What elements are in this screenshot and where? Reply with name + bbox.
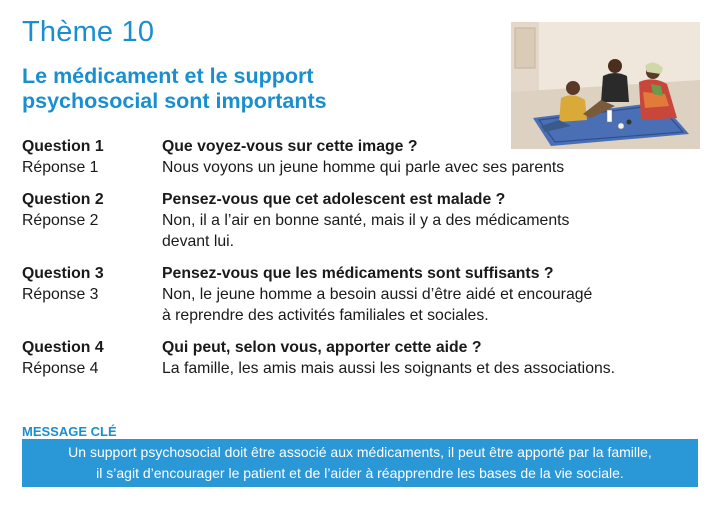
question-text: Qui peut, selon vous, apporter cette aide ?	[162, 339, 482, 356]
qa-block-4	[22, 337, 662, 379]
answer-row	[22, 210, 662, 252]
question-label: Question 1	[22, 138, 104, 155]
answer-label: Réponse 1	[22, 159, 99, 176]
answer-line: Non, il a l’air en bonne santé, mais il y a des médicaments	[162, 212, 570, 229]
question-text: Pensez-vous que cet adolescent est malade ?	[162, 191, 506, 208]
answer-text	[162, 358, 662, 379]
question-text: Que voyez-vous sur cette image ?	[162, 138, 418, 155]
answer-label: Réponse 3	[22, 286, 99, 303]
question-answer-list	[22, 136, 662, 390]
answer-line: Nous voyons un jeune homme qui parle avec ses parents	[162, 159, 565, 176]
key-message-line-2: il s’agit d’encourager le patient et de l’aider à réapprendre les bases de la vie sociale.	[96, 465, 624, 481]
qa-block-1	[22, 136, 662, 178]
answer-line: Non, le jeune homme a besoin aussi d’être aidé et encouragé	[162, 286, 593, 303]
family-consultation-illustration	[511, 22, 700, 149]
key-message-label: MESSAGE CLÉ	[22, 424, 117, 439]
qa-block-3	[22, 263, 662, 326]
answer-row	[22, 358, 662, 379]
qa-block-2	[22, 189, 662, 252]
question-label: Question 3	[22, 265, 104, 282]
question-row	[22, 136, 662, 157]
answer-text	[162, 157, 662, 178]
question-row	[22, 337, 662, 358]
answer-line: La famille, les amis mais aussi les soignants et des associations.	[162, 360, 616, 377]
subtitle-line-2: psychosocial sont importants	[22, 89, 327, 113]
key-message-box	[22, 439, 698, 487]
question-row	[22, 263, 662, 284]
subtitle-line-1: Le médicament et le support	[22, 64, 314, 88]
question-label: Question 2	[22, 191, 104, 208]
answer-line: à reprendre des activités familiales et sociales.	[162, 307, 489, 324]
question-label: Question 4	[22, 339, 104, 356]
page-subtitle	[22, 64, 452, 114]
answer-row	[22, 284, 662, 326]
answer-label: Réponse 4	[22, 360, 99, 377]
answer-label: Réponse 2	[22, 212, 99, 229]
answer-text	[162, 210, 662, 252]
answer-row	[22, 157, 662, 178]
theme-title: Thème 10	[22, 16, 155, 48]
question-text: Pensez-vous que les médicaments sont suffisants ?	[162, 265, 554, 282]
key-message-line-1: Un support psychosocial doit être associé aux médicaments, il peut être apporté par la famille,	[68, 444, 652, 460]
answer-line: devant lui.	[162, 233, 235, 250]
answer-text	[162, 284, 662, 326]
question-row	[22, 189, 662, 210]
